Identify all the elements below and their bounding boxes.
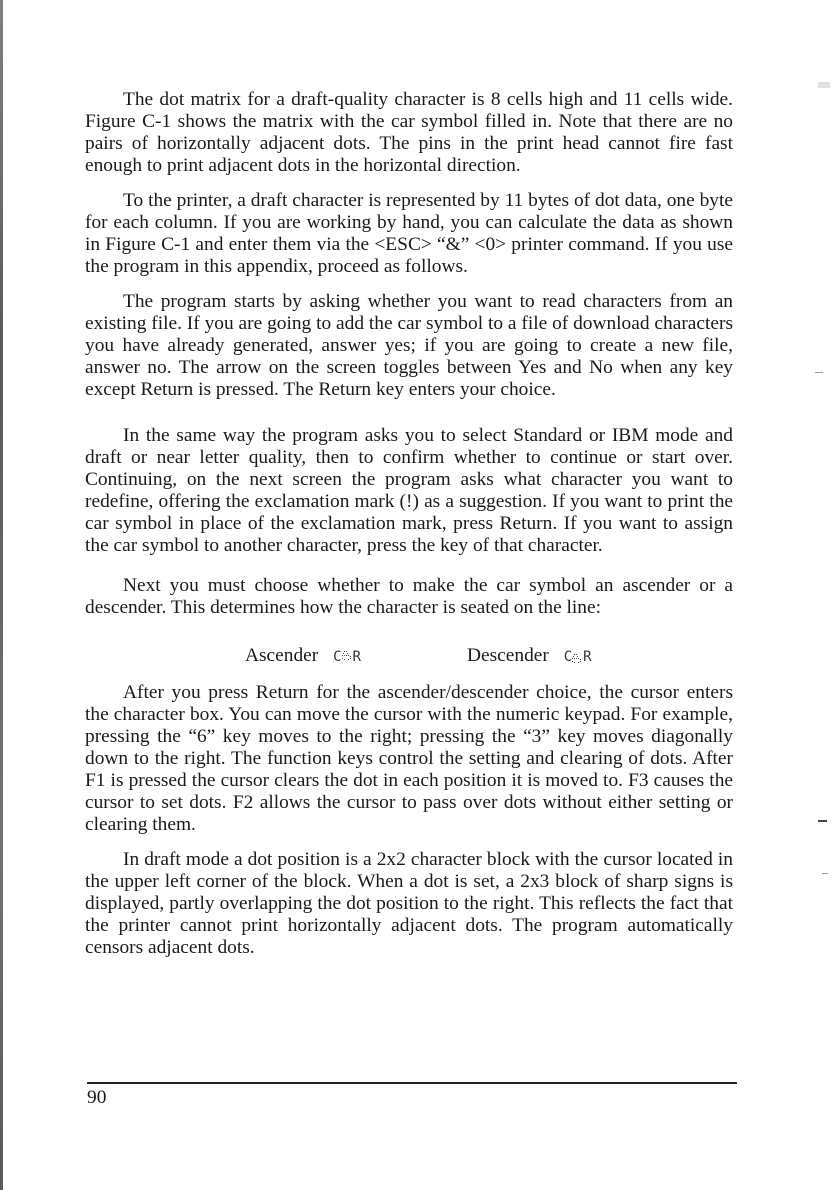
car-icon [341,650,353,662]
ascender-sample [245,645,360,668]
scan-speck [818,820,827,822]
paragraph-draft-mode: In draft mode a dot position is a 2x2 character block with the cursor located in the upper left corner of the block. When a dot is set, a 2x3 block of sharp signs is displayed, partly overlapping the dot position to the right. This reflects the fact that the printer cannot print horizontally adjacent dots. The program automatically censors adjacent dots. [85,849,733,958]
page-binding-edge [0,0,3,1190]
descender-sample [467,645,591,668]
scan-speck [815,372,823,373]
car-glyph-ascender [333,646,360,668]
ascender-label: Ascender [245,645,319,666]
glyph-right: R [583,649,591,665]
glyph-left: C [563,649,572,665]
descender-label: Descender [467,645,549,666]
paragraph-printer-bytes: To the printer, a draft character is represented by 11 bytes of dot data, one byte for each column. If you are working by hand, you can calculate the data as shown in Figure C-1 and enter them via the <ESC> “&” <0> printer command. If you use the program in this appendix, proceed as follows. [85,190,733,277]
glyph-right: R [352,649,360,665]
page-number: 90 [87,1087,107,1108]
paragraph-ascender-choice: Next you must choose whether to make the car symbol an ascender or a descender. This determines how the character is seated on the line: [85,575,733,618]
paragraph-program-start: The program starts by asking whether you want to read characters from an existing file. If you are going to add the car symbol to a file of download characters you have already generated, answer yes; if you are going to create a new file, answer no. The arrow on the screen toggles between Yes and No when any key except Return is pressed. The Return key enters your choice. [85,291,733,400]
car-icon [571,653,583,665]
car-glyph-descender [564,646,591,668]
scan-speck [822,873,828,874]
paragraph-cursor-keys: After you press Return for the ascender/descender choice, the cursor enters the character box. You can move the cursor with the numeric keypad. For example, pressing the “6” key moves to the right; pressing the “3” key moves diagonally down to the right. The function keys control the setting and clearing of dots. After F1 is pressed the cursor clears the dot in each position it is moved to. F3 causes the cursor to set dots. F2 allows the cursor to pass over dots without either setting or clearing them. [85,682,733,835]
scan-speck [818,82,830,88]
glyph-left: C [333,649,341,665]
paragraph-dot-matrix: The dot matrix for a draft-quality character is 8 cells high and 11 cells wide. Figure C-1 shows the matrix with the car symbol filled in. Note that there are no pairs of horizontally adjacent dots. The pins in the print head cannot fire fast enough to print adjacent dots in the horizontal direction. [85,89,733,176]
paragraph-mode-selection: In the same way the program asks you to select Standard or IBM mode and draft or near letter quality, then to confirm whether to continue or start over. Continuing, on the next screen the program asks what character you want to redefine, offering the exclamation mark (!) as a suggestion. If you want to print the car symbol in place of the exclamation mark, press Return. If you want to assign the car symbol to another character, press the key of that character. [85,425,733,556]
ascender-descender-samples [85,645,733,667]
body-text [85,89,733,972]
footer-rule [87,1082,737,1084]
